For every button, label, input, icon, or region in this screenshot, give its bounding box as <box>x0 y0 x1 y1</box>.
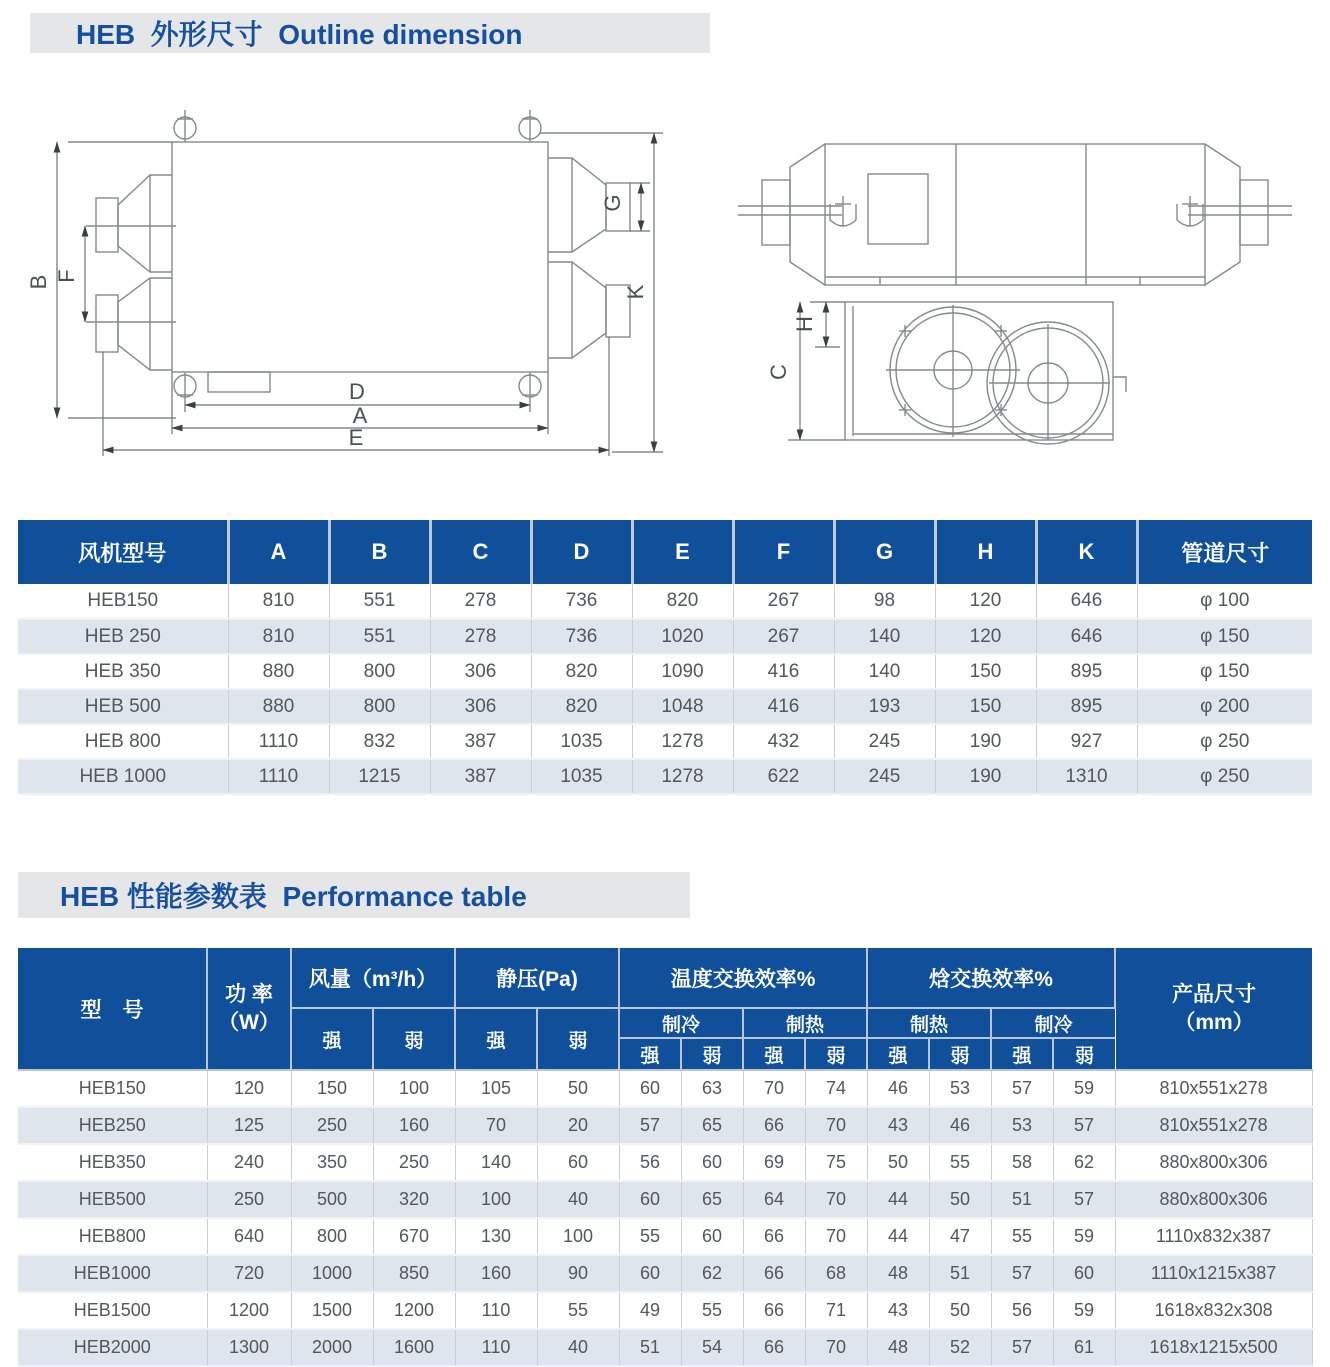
cell: 320 <box>373 1181 455 1218</box>
cell: 59 <box>1053 1218 1115 1255</box>
cell: 54 <box>681 1329 743 1366</box>
cell: 350 <box>291 1144 373 1181</box>
cell: 66 <box>743 1218 805 1255</box>
cell: 71 <box>805 1292 867 1329</box>
cell: 70 <box>743 1070 805 1107</box>
cell: 240 <box>207 1144 291 1181</box>
outline-drawings <box>0 85 1330 485</box>
perf-col-power <box>207 948 291 1070</box>
cell-model: HEB150 <box>18 1070 207 1107</box>
cell: 278 <box>430 619 531 654</box>
cell: 90 <box>537 1255 619 1292</box>
cell: 63 <box>681 1070 743 1107</box>
section-title-outline-text: HEB 外形尺寸 Outline dimension <box>76 19 523 50</box>
side-view-drawing <box>738 144 1292 285</box>
cell: 66 <box>743 1292 805 1329</box>
cell: 55 <box>537 1292 619 1329</box>
cell: 1600 <box>373 1329 455 1366</box>
cell: 62 <box>681 1255 743 1292</box>
cell: 74 <box>805 1070 867 1107</box>
cell: 52 <box>929 1329 991 1366</box>
cell: 69 <box>743 1144 805 1181</box>
cell: 150 <box>935 689 1036 724</box>
table-row <box>18 1255 1312 1292</box>
perf-col-static-pressure: 静压(Pa) <box>455 948 619 1008</box>
cell-size: 1110x832x387 <box>1115 1218 1312 1255</box>
cell: 40 <box>537 1329 619 1366</box>
cell: 278 <box>430 584 531 619</box>
cell-size: 810x551x278 <box>1115 1070 1312 1107</box>
cell: 61 <box>1053 1329 1115 1366</box>
cell-duct: φ 100 <box>1137 584 1312 619</box>
cell: 130 <box>455 1218 537 1255</box>
cell: 100 <box>537 1218 619 1255</box>
dim-col-g: G <box>834 520 935 584</box>
cell: 820 <box>531 654 632 689</box>
cell: 50 <box>929 1292 991 1329</box>
cell: 43 <box>867 1107 929 1144</box>
cell: 70 <box>805 1218 867 1255</box>
table-row <box>18 1144 1312 1181</box>
cell: 416 <box>733 689 834 724</box>
cell: 306 <box>430 654 531 689</box>
cell: 1000 <box>291 1255 373 1292</box>
cell: 880 <box>228 654 329 689</box>
cell-model: HEB 1000 <box>18 759 228 794</box>
dim-col-a: A <box>228 520 329 584</box>
cell: 57 <box>1053 1181 1115 1218</box>
table-row <box>18 1292 1312 1329</box>
cell: 1215 <box>329 759 430 794</box>
cell: 48 <box>867 1329 929 1366</box>
cell: 53 <box>991 1107 1053 1144</box>
dim-col-b: B <box>329 520 430 584</box>
cell: 820 <box>632 584 733 619</box>
cell: 56 <box>991 1292 1053 1329</box>
cell: 1278 <box>632 759 733 794</box>
cell: 53 <box>929 1070 991 1107</box>
cell: 387 <box>430 724 531 759</box>
cell: 125 <box>207 1107 291 1144</box>
cell: 55 <box>991 1218 1053 1255</box>
cell: 44 <box>867 1181 929 1218</box>
cell: 1278 <box>632 724 733 759</box>
cell-model: HEB150 <box>18 584 228 619</box>
table-row <box>18 689 1312 724</box>
dimension-table <box>18 520 1312 795</box>
cell-model: HEB 500 <box>18 689 228 724</box>
end-view-drawing <box>845 302 1126 444</box>
cell: 57 <box>991 1329 1053 1366</box>
cell: 60 <box>619 1255 681 1292</box>
table-row <box>18 724 1312 759</box>
cell: 1090 <box>632 654 733 689</box>
perf-col-power-line1: 功 率 <box>225 983 273 1007</box>
cell: 120 <box>935 584 1036 619</box>
perf-col-enth-cooling-strong: 强 <box>991 1038 1053 1070</box>
cell: 66 <box>743 1107 805 1144</box>
dim-label-F: F <box>54 269 79 283</box>
cell: 60 <box>537 1144 619 1181</box>
perf-col-temp-efficiency: 温度交换效率% <box>619 948 867 1008</box>
table-row <box>18 1181 1312 1218</box>
cell: 646 <box>1036 584 1137 619</box>
cell: 250 <box>373 1144 455 1181</box>
table-row <box>18 759 1312 794</box>
cell: 57 <box>991 1070 1053 1107</box>
cell-size: 1618x832x308 <box>1115 1292 1312 1329</box>
cell-size: 1110x1215x387 <box>1115 1255 1312 1292</box>
cell: 1110 <box>228 724 329 759</box>
perf-col-temp-cooling-weak: 弱 <box>681 1038 743 1070</box>
cell: 820 <box>531 689 632 724</box>
cell: 880 <box>228 689 329 724</box>
cell: 551 <box>329 619 430 654</box>
cell-model: HEB350 <box>18 1144 207 1181</box>
dim-col-d: D <box>531 520 632 584</box>
cell: 50 <box>537 1070 619 1107</box>
cell: 50 <box>867 1144 929 1181</box>
perf-col-temp-cooling-strong: 强 <box>619 1038 681 1070</box>
cell: 416 <box>733 654 834 689</box>
cell: 58 <box>991 1144 1053 1181</box>
cell: 245 <box>834 724 935 759</box>
cell-model: HEB1000 <box>18 1255 207 1292</box>
cell-duct: φ 200 <box>1137 689 1312 724</box>
cell: 105 <box>455 1070 537 1107</box>
cell: 100 <box>455 1181 537 1218</box>
cell: 57 <box>619 1107 681 1144</box>
dim-col-c: C <box>430 520 531 584</box>
perf-col-product-size-line2: （mm） <box>1174 1010 1254 1034</box>
dim-col-k: K <box>1036 520 1137 584</box>
cell: 736 <box>531 619 632 654</box>
cell-model: HEB 350 <box>18 654 228 689</box>
dim-label-G: G <box>600 194 625 212</box>
cell: 65 <box>681 1181 743 1218</box>
perf-col-temp-heating-weak: 弱 <box>805 1038 867 1070</box>
perf-header-row-1 <box>18 948 1312 1008</box>
section-title-outline <box>30 13 710 53</box>
cell: 150 <box>935 654 1036 689</box>
cell: 66 <box>743 1329 805 1366</box>
cell: 65 <box>681 1107 743 1144</box>
cell: 60 <box>681 1144 743 1181</box>
table-row <box>18 654 1312 689</box>
perf-col-airflow: 风量（m³/h） <box>291 948 455 1008</box>
perf-col-temp-cooling: 制冷 <box>619 1008 743 1038</box>
dim-col-model: 风机型号 <box>18 520 228 584</box>
cell: 622 <box>733 759 834 794</box>
cell: 1200 <box>373 1292 455 1329</box>
cell: 736 <box>531 584 632 619</box>
table-row <box>18 1218 1312 1255</box>
cell: 49 <box>619 1292 681 1329</box>
cell: 267 <box>733 584 834 619</box>
cell: 646 <box>1036 619 1137 654</box>
dim-label-D: D <box>349 379 365 404</box>
cell: 60 <box>619 1181 681 1218</box>
cell: 47 <box>929 1218 991 1255</box>
cell: 1500 <box>291 1292 373 1329</box>
cell: 1200 <box>207 1292 291 1329</box>
perf-col-enth-heating-strong: 强 <box>867 1038 929 1070</box>
table-row <box>18 619 1312 654</box>
cell: 64 <box>743 1181 805 1218</box>
cell: 551 <box>329 584 430 619</box>
cell: 40 <box>537 1181 619 1218</box>
cell: 140 <box>834 619 935 654</box>
cell: 832 <box>329 724 430 759</box>
cell: 57 <box>991 1255 1053 1292</box>
cell: 68 <box>805 1255 867 1292</box>
perf-col-airflow-weak: 弱 <box>373 1008 455 1070</box>
perf-col-enth-cooling-weak: 弱 <box>1053 1038 1115 1070</box>
dim-label-H: H <box>792 316 817 332</box>
perf-col-power-line2: （W） <box>218 1010 280 1034</box>
cell: 55 <box>681 1292 743 1329</box>
cell: 140 <box>455 1144 537 1181</box>
performance-table <box>18 948 1313 1367</box>
cell: 190 <box>935 724 1036 759</box>
perf-col-product-size <box>1115 948 1312 1070</box>
cell-model: HEB1500 <box>18 1292 207 1329</box>
cell: 190 <box>935 759 1036 794</box>
cell: 51 <box>991 1181 1053 1218</box>
cell-size: 880x800x306 <box>1115 1144 1312 1181</box>
cell-duct: φ 250 <box>1137 724 1312 759</box>
table-row <box>18 1107 1312 1144</box>
perf-col-enthalpy-efficiency: 焓交换效率% <box>867 948 1115 1008</box>
cell: 720 <box>207 1255 291 1292</box>
cell: 387 <box>430 759 531 794</box>
table-row <box>18 1070 1312 1107</box>
cell: 120 <box>207 1070 291 1107</box>
dim-label-A: A <box>352 403 368 428</box>
dim-col-duct: 管道尺寸 <box>1137 520 1312 584</box>
cell: 48 <box>867 1255 929 1292</box>
cell: 70 <box>805 1181 867 1218</box>
cell: 245 <box>834 759 935 794</box>
cell: 110 <box>455 1329 537 1366</box>
cell: 193 <box>834 689 935 724</box>
cell: 75 <box>805 1144 867 1181</box>
cell: 60 <box>1053 1255 1115 1292</box>
cell: 51 <box>619 1329 681 1366</box>
table-row <box>18 1329 1312 1366</box>
dim-label-B: B <box>26 274 51 290</box>
cell: 100 <box>373 1070 455 1107</box>
cell-model: HEB2000 <box>18 1329 207 1366</box>
cell: 55 <box>619 1218 681 1255</box>
cell-size: 1618x1215x500 <box>1115 1329 1312 1366</box>
cell-duct: φ 250 <box>1137 759 1312 794</box>
cell: 800 <box>291 1218 373 1255</box>
cell-duct: φ 150 <box>1137 619 1312 654</box>
cell: 120 <box>935 619 1036 654</box>
cell: 800 <box>329 689 430 724</box>
perf-col-temp-heating-strong: 强 <box>743 1038 805 1070</box>
cell: 62 <box>1053 1144 1115 1181</box>
cell: 150 <box>291 1070 373 1107</box>
section-title-performance-text: HEB 性能参数表 Performance table <box>60 881 527 912</box>
cell: 59 <box>1053 1070 1115 1107</box>
perf-col-temp-heating: 制热 <box>743 1008 867 1038</box>
cell: 59 <box>1053 1292 1115 1329</box>
cell: 267 <box>733 619 834 654</box>
cell: 850 <box>373 1255 455 1292</box>
cell: 800 <box>329 654 430 689</box>
cell: 160 <box>373 1107 455 1144</box>
perf-col-model: 型 号 <box>18 948 207 1070</box>
perf-col-enth-cooling: 制冷 <box>991 1008 1115 1038</box>
cell: 56 <box>619 1144 681 1181</box>
cell-duct: φ 150 <box>1137 654 1312 689</box>
cell: 70 <box>805 1107 867 1144</box>
cell: 46 <box>867 1070 929 1107</box>
cell: 1310 <box>1036 759 1137 794</box>
top-view-drawing <box>86 110 630 404</box>
cell-model: HEB 800 <box>18 724 228 759</box>
cell: 2000 <box>291 1329 373 1366</box>
cell-size: 880x800x306 <box>1115 1181 1312 1218</box>
cell: 895 <box>1036 654 1137 689</box>
cell: 670 <box>373 1218 455 1255</box>
dim-label-E: E <box>348 425 364 450</box>
perf-col-enth-heating-weak: 弱 <box>929 1038 991 1070</box>
cell: 250 <box>207 1181 291 1218</box>
perf-col-sp-strong: 强 <box>455 1008 537 1070</box>
cell: 60 <box>619 1070 681 1107</box>
dim-col-e: E <box>632 520 733 584</box>
cell: 1020 <box>632 619 733 654</box>
cell: 640 <box>207 1218 291 1255</box>
perf-col-airflow-strong: 强 <box>291 1008 373 1070</box>
cell: 20 <box>537 1107 619 1144</box>
cell: 306 <box>430 689 531 724</box>
cell-size: 810x551x278 <box>1115 1107 1312 1144</box>
cell: 927 <box>1036 724 1137 759</box>
cell: 70 <box>805 1329 867 1366</box>
dim-label-C: C <box>766 364 791 380</box>
table-row <box>18 584 1312 619</box>
perf-col-sp-weak: 弱 <box>537 1008 619 1070</box>
cell: 895 <box>1036 689 1137 724</box>
cell: 810 <box>228 584 329 619</box>
cell-model: HEB250 <box>18 1107 207 1144</box>
dim-col-f: F <box>733 520 834 584</box>
cell: 55 <box>929 1144 991 1181</box>
cell: 810 <box>228 619 329 654</box>
cell: 432 <box>733 724 834 759</box>
cell: 250 <box>291 1107 373 1144</box>
perf-col-product-size-line1: 产品尺寸 <box>1172 983 1257 1007</box>
cell: 1110 <box>228 759 329 794</box>
dimension-table-header-row <box>18 520 1312 584</box>
cell: 500 <box>291 1181 373 1218</box>
cell: 70 <box>455 1107 537 1144</box>
cell: 60 <box>681 1218 743 1255</box>
cell: 98 <box>834 584 935 619</box>
cell: 43 <box>867 1292 929 1329</box>
cell-model: HEB 250 <box>18 619 228 654</box>
cell: 110 <box>455 1292 537 1329</box>
cell: 66 <box>743 1255 805 1292</box>
perf-col-enth-heating: 制热 <box>867 1008 991 1038</box>
dim-col-h: H <box>935 520 1036 584</box>
cell: 1300 <box>207 1329 291 1366</box>
dim-label-K: K <box>623 284 648 300</box>
cell: 1035 <box>531 724 632 759</box>
cell: 1035 <box>531 759 632 794</box>
cell: 50 <box>929 1181 991 1218</box>
cell: 51 <box>929 1255 991 1292</box>
cell: 44 <box>867 1218 929 1255</box>
cell: 57 <box>1053 1107 1115 1144</box>
cell: 1048 <box>632 689 733 724</box>
outline-dimension-figure <box>0 85 1330 485</box>
section-title-performance <box>18 872 690 918</box>
cell: 140 <box>834 654 935 689</box>
cell: 160 <box>455 1255 537 1292</box>
cell-model: HEB500 <box>18 1181 207 1218</box>
cell-model: HEB800 <box>18 1218 207 1255</box>
cell: 46 <box>929 1107 991 1144</box>
